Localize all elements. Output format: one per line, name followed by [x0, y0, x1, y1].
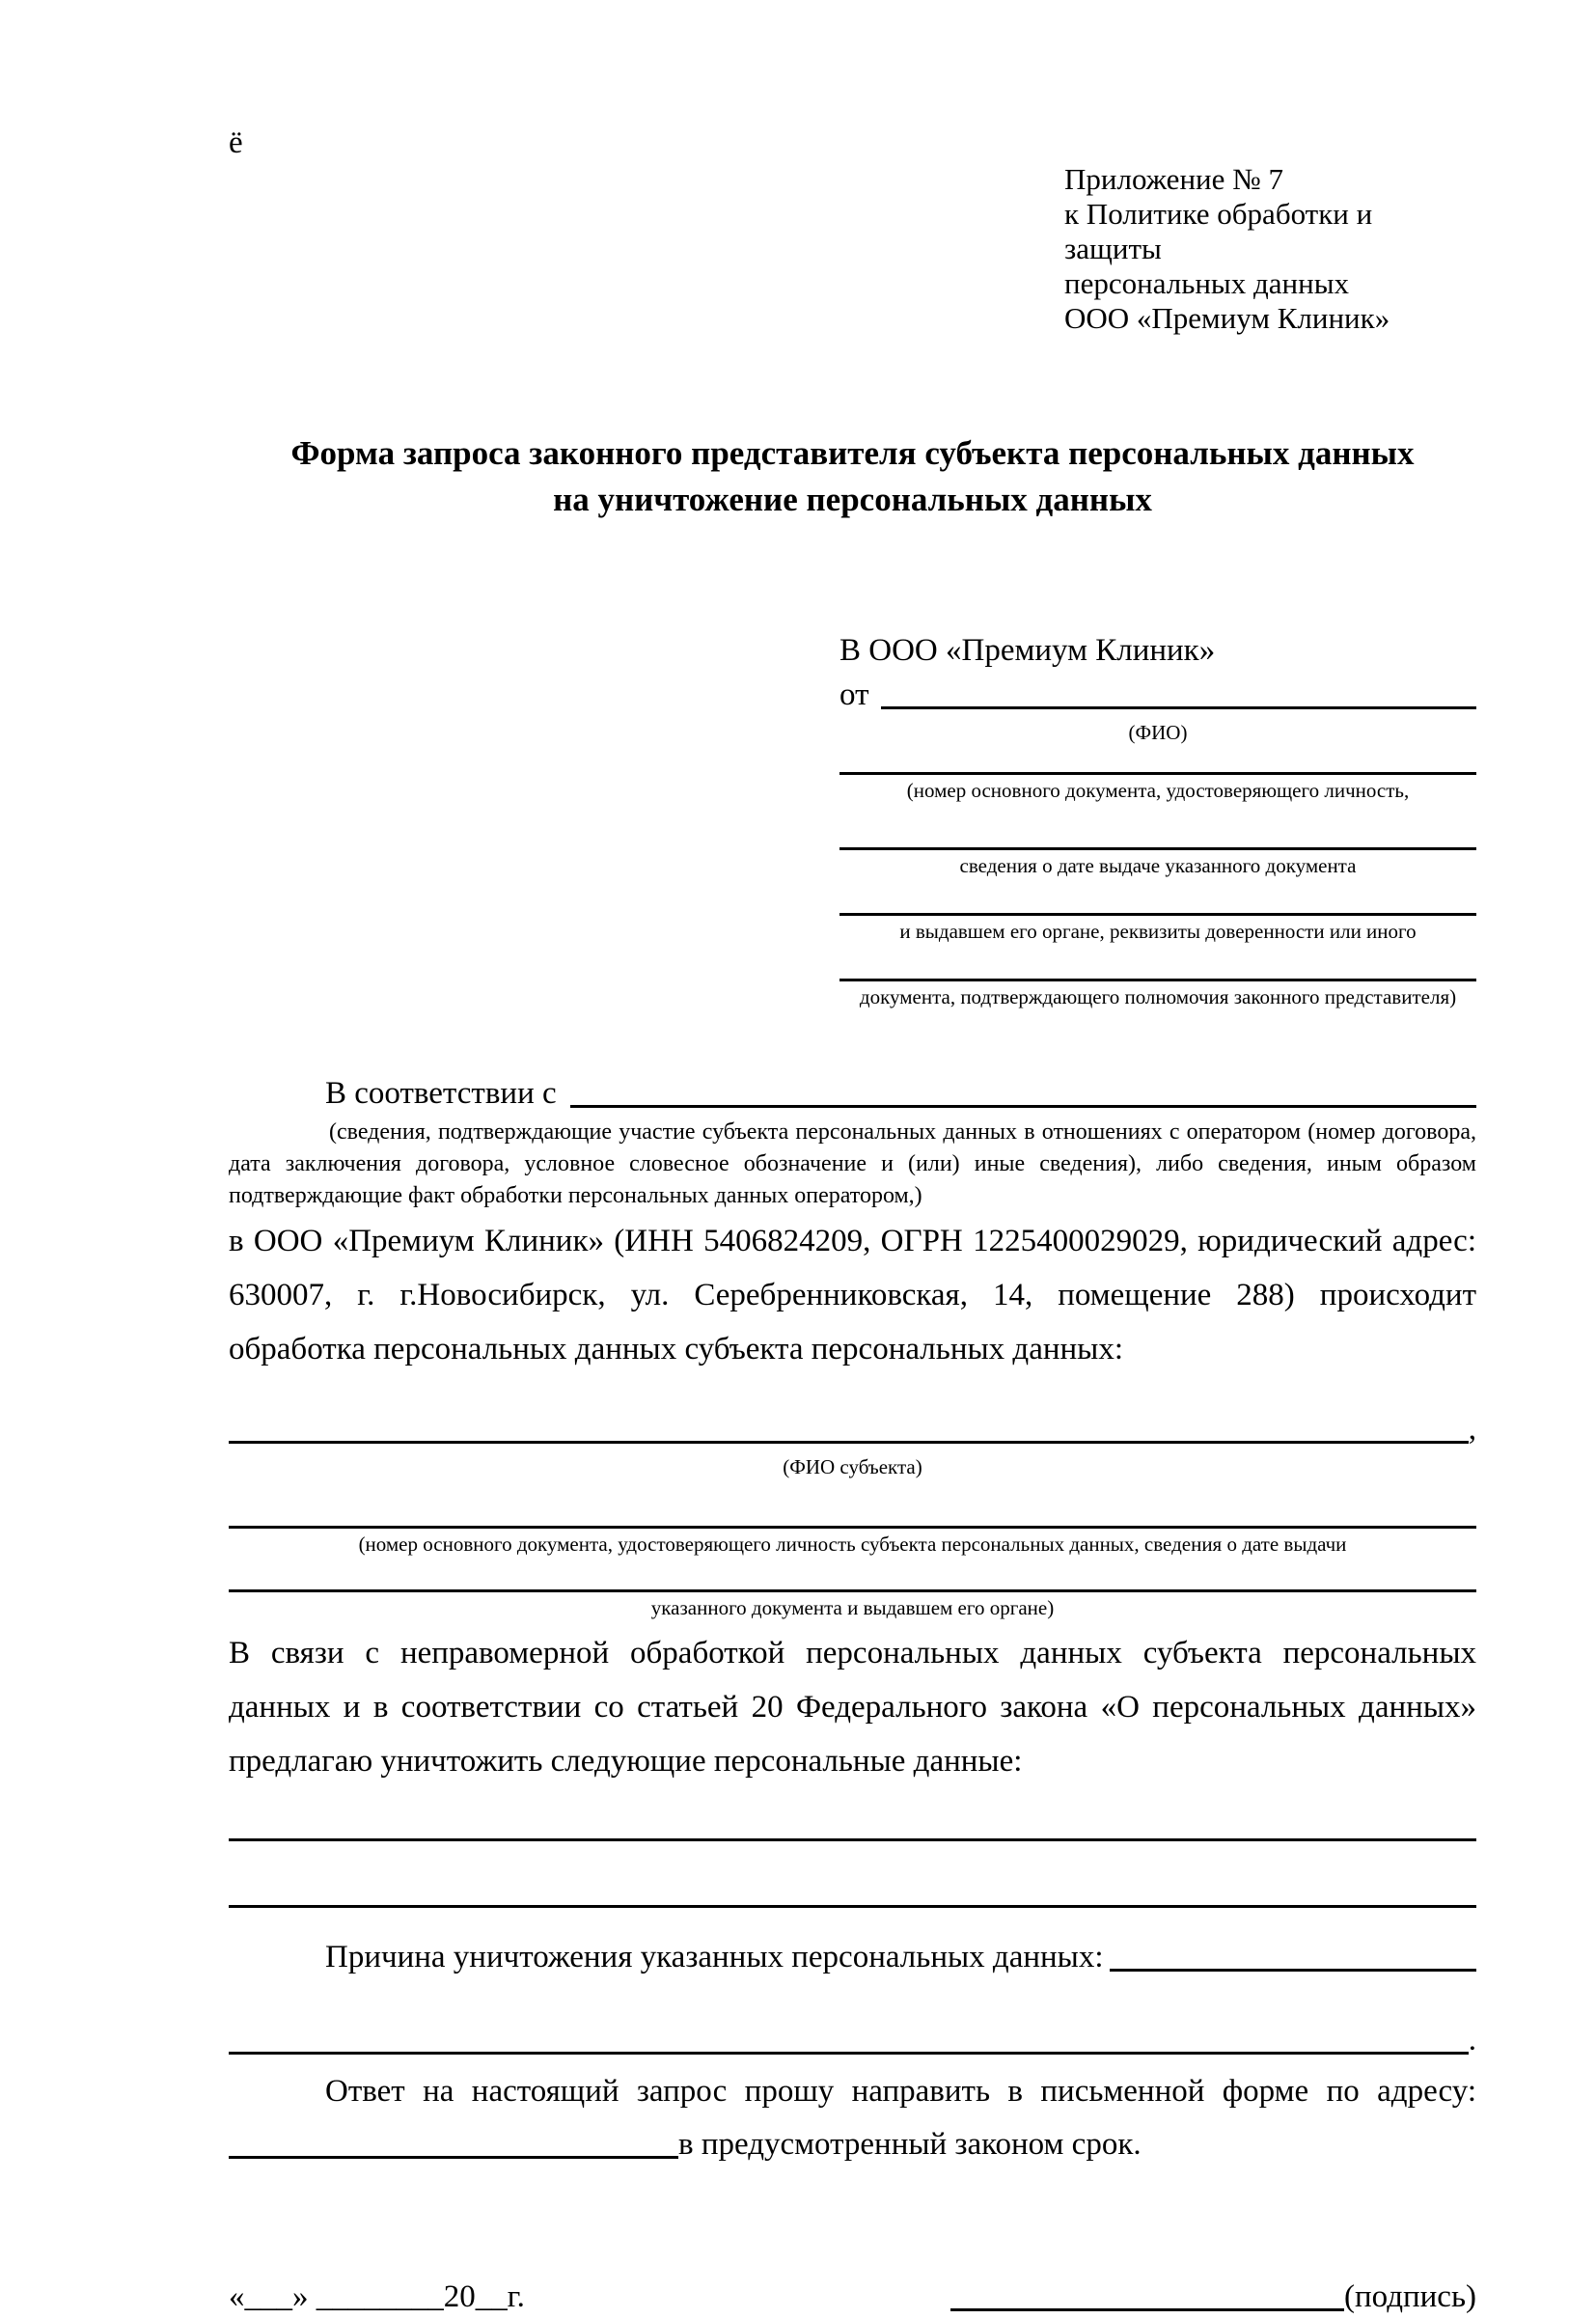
reason-label: Причина уничтожения указанных персональных данных: — [325, 1940, 1104, 1974]
blank-field-1 — [839, 772, 1476, 803]
trailing-period: . — [1468, 2023, 1476, 2057]
accordance-row — [229, 1071, 1476, 1116]
fill-line-blank-2 — [229, 1905, 1476, 1908]
fill-line-accordance — [570, 1105, 1476, 1108]
from-row — [839, 673, 1476, 717]
addressee-to: В ООО «Премиум Клиник» — [839, 633, 1216, 668]
reason-continuation-row — [229, 2018, 1476, 2062]
fill-line — [229, 1526, 1476, 1529]
fill-line — [839, 772, 1476, 775]
operator-paragraph: в ООО «Премиум Клиник» (ИНН 5406824209, ОГРН 1225400029029, юридический адрес: 630007, г. г.Новосибирск, ул. Серебренниковская, 14, помещение 288) происходит обработка персональных данных субъекта персональных данных: — [229, 1224, 1476, 1367]
appendix-header-line: Приложение № 7 — [1064, 162, 1283, 196]
appendix-header-line: персональных данных — [1064, 266, 1350, 300]
from-label: от — [839, 677, 869, 712]
field-caption: и выдавшем его органе, реквизиты доверенности или иного — [899, 920, 1417, 943]
field-caption: (номер основного документа, удостоверяющего личность субъекта персональных данных, сведения о дате выдачи — [358, 1532, 1347, 1556]
accordance-caption: (сведения, подтверждающие участие субъекта персональных данных в отношениях с оператором (номер договора, дата заключения договора, условное словесное обозначение и (или) иные сведения), либо сведения, иным образом подтверждающие факт обработки персональных данных оператором,) — [229, 1119, 1476, 1208]
fill-line-from — [881, 706, 1477, 709]
fill-line — [839, 979, 1476, 981]
signature-caption: (подпись) — [1344, 2279, 1476, 2314]
reply-address-row — [229, 2122, 1476, 2167]
trailing-comma: , — [1468, 1412, 1476, 1447]
reason-row — [229, 1935, 1476, 1979]
fill-line-address — [229, 2156, 678, 2159]
fio-subject-caption: (ФИО субъекта) — [783, 1455, 922, 1478]
field-caption: документа, подтверждающего полномочия законного представителя) — [859, 985, 1457, 1008]
signature-line — [950, 2308, 1344, 2311]
date-line: «___» ________20__г. — [229, 2279, 525, 2314]
reply-tail: в предусмотренный законом срок. — [678, 2127, 1142, 2162]
fill-line-reason-2 — [229, 2052, 1469, 2055]
appendix-header-line: ООО «Премиум Клиник» — [1064, 301, 1390, 335]
addressee-block — [839, 629, 1476, 1009]
appendix-header-line: к Политике обработки и защиты — [1064, 197, 1373, 265]
appendix-header — [1064, 162, 1476, 336]
blank-field-3 — [839, 913, 1476, 944]
form-title — [229, 430, 1476, 523]
form-title-line2: на уничтожение персональных данных — [553, 481, 1152, 518]
fio-subject-row — [229, 1407, 1476, 1451]
accordance-label: В соответствии с — [325, 1076, 557, 1111]
blank-field-2 — [839, 847, 1476, 878]
unlawful-paragraph: В связи с неправомерной обработкой персональных данных субъекта персональных данных и в соответствии со статьей 20 Федерального закона «О персональных данных» предлагаю уничтожить следующие персональные данные: — [229, 1636, 1476, 1779]
fill-line — [839, 847, 1476, 850]
blank-field-6 — [229, 1589, 1476, 1620]
fill-line-fio-subject — [229, 1441, 1469, 1444]
fill-line-reason — [1110, 1969, 1476, 1972]
fill-line — [839, 913, 1476, 916]
form-title-line1: Форма запроса законного представителя субъекта персональных данных — [290, 434, 1415, 472]
signature-footer — [229, 2275, 1476, 2319]
field-caption: (номер основного документа, удостоверяющего личность, — [906, 779, 1410, 802]
fill-line — [229, 1589, 1476, 1592]
stray-char: ё — [229, 125, 243, 160]
field-caption: сведения о дате выдаче указанного документа — [959, 854, 1357, 877]
blank-field-5 — [229, 1526, 1476, 1557]
blank-field-4 — [839, 979, 1476, 1009]
fio-caption: (ФИО) — [1128, 721, 1188, 744]
field-caption: указанного документа и выдавшем его органе) — [650, 1596, 1055, 1619]
fill-line-blank-1 — [229, 1838, 1476, 1841]
reply-paragraph: Ответ на настоящий запрос прошу направить в письменной форме по адресу: — [325, 2074, 1476, 2109]
